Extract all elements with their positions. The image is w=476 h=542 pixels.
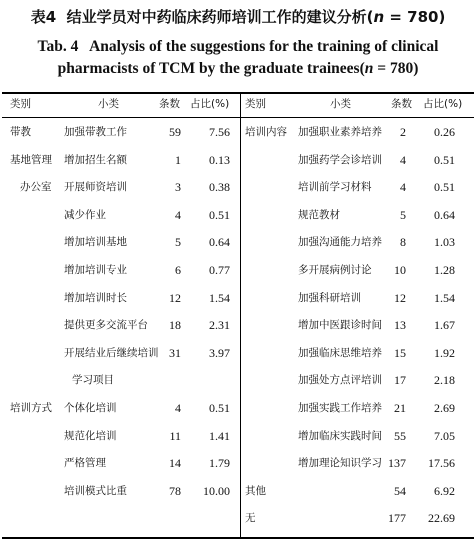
category-cell: 培训内容 bbox=[245, 126, 287, 138]
subcategory-cell: 加强科研培训 bbox=[298, 291, 361, 304]
subcategory-cell: 增加临床实践时间 bbox=[298, 429, 382, 442]
subcategory-cell: 培训模式比重 bbox=[64, 484, 127, 497]
count-cell: 59 bbox=[169, 125, 181, 139]
table-caption-english bbox=[10, 36, 466, 80]
subcategory-cell: 加强实践工作培养 bbox=[298, 402, 382, 414]
count-cell: 5 bbox=[400, 207, 406, 222]
left-header-percent: 占比(%) bbox=[190, 98, 230, 110]
column-divider bbox=[240, 94, 241, 537]
category-cell: 其他 bbox=[245, 484, 266, 497]
subcategory-cell: 提供更多交流平台 bbox=[64, 319, 148, 332]
count-cell: 6 bbox=[175, 263, 181, 277]
count-cell: 4 bbox=[175, 401, 181, 415]
count-cell: 21 bbox=[394, 401, 406, 415]
count-cell: 15 bbox=[394, 345, 406, 360]
percent-cell: 2.69 bbox=[434, 401, 455, 415]
count-cell: 31 bbox=[169, 345, 181, 360]
count-cell: 11 bbox=[169, 428, 181, 443]
subcategory-cell: 加强沟通能力培养 bbox=[298, 236, 382, 249]
percent-cell: 0.51 bbox=[209, 401, 230, 415]
caption-title: 结业学员对中药临床药师培训工作的建议分析( bbox=[66, 8, 374, 26]
count-cell: 8 bbox=[400, 235, 406, 250]
count-cell: 3 bbox=[175, 180, 181, 195]
subcategory-cell: 规范化培训 bbox=[64, 429, 117, 442]
percent-cell: 10.00 bbox=[203, 483, 230, 498]
subcategory-cell: 培训前学习材料 bbox=[298, 181, 372, 194]
subcategory-cell: 减少作业 bbox=[64, 208, 106, 221]
caption-n-value: = 780) bbox=[384, 8, 446, 26]
right-header-percent: 占比(%) bbox=[423, 98, 463, 110]
count-cell: 12 bbox=[169, 290, 181, 305]
left-header-subcategory: 小类 bbox=[98, 98, 119, 110]
category-cell: 基地管理 bbox=[10, 153, 52, 166]
subcategory-cell: 严格管理 bbox=[64, 457, 106, 470]
count-cell: 17 bbox=[394, 373, 406, 388]
subcategory-cell: 增加理论知识学习 bbox=[298, 457, 382, 470]
percent-cell: 1.67 bbox=[434, 318, 455, 333]
percent-cell: 1.28 bbox=[434, 263, 455, 277]
count-cell: 78 bbox=[169, 483, 181, 498]
percent-cell: 0.13 bbox=[209, 152, 230, 167]
header-rule bbox=[2, 117, 474, 118]
caption-english-n-symbol: n bbox=[364, 60, 374, 77]
count-cell: 5 bbox=[175, 235, 181, 250]
subcategory-cell: 加强职业素养培养 bbox=[298, 126, 382, 138]
caption-english-line1: Tab. 4 Analysis of the suggestions for the training of clinical bbox=[37, 38, 439, 55]
count-cell: 4 bbox=[175, 207, 181, 222]
subcategory-cell: 增加培训基地 bbox=[64, 236, 127, 249]
percent-cell: 1.92 bbox=[434, 345, 455, 360]
count-cell: 2 bbox=[400, 125, 406, 139]
subcategory-cell: 增加培训时长 bbox=[64, 291, 127, 304]
count-cell: 4 bbox=[400, 152, 406, 167]
count-cell: 14 bbox=[169, 456, 181, 471]
category-cell: 培训方式 bbox=[10, 402, 52, 414]
count-cell: 18 bbox=[169, 318, 181, 333]
percent-cell: 0.77 bbox=[209, 263, 230, 277]
percent-cell: 0.51 bbox=[434, 152, 455, 167]
caption-english-n-value: = 780) bbox=[373, 60, 419, 77]
percent-cell: 17.56 bbox=[428, 456, 455, 471]
count-cell: 12 bbox=[394, 290, 406, 305]
percent-cell: 1.54 bbox=[209, 290, 230, 305]
percent-cell: 0.26 bbox=[434, 125, 455, 139]
subcategory-cell: 多开展病例讨论 bbox=[298, 264, 372, 276]
count-cell: 137 bbox=[388, 456, 406, 471]
count-cell: 55 bbox=[394, 428, 406, 443]
count-cell: 177 bbox=[388, 511, 406, 526]
subcategory-cell: 加强临床思维培养 bbox=[298, 346, 382, 359]
subcategory-cell: 加强带教工作 bbox=[64, 126, 127, 138]
table-bottom-rule bbox=[2, 537, 474, 539]
percent-cell: 22.69 bbox=[428, 511, 455, 526]
right-header-count: 条数 bbox=[391, 98, 412, 110]
percent-cell: 0.64 bbox=[434, 207, 455, 222]
left-header-category: 类别 bbox=[10, 98, 31, 110]
count-cell: 54 bbox=[394, 483, 406, 498]
caption-english-line2-text: pharmacists of TCM by the graduate trainees( bbox=[57, 60, 365, 77]
caption-label: 表4 bbox=[30, 8, 57, 26]
percent-cell: 2.31 bbox=[209, 318, 230, 333]
count-cell: 1 bbox=[175, 152, 181, 167]
table-caption-chinese bbox=[0, 8, 476, 26]
subcategory-cell: 学习项目 bbox=[72, 374, 114, 387]
count-cell: 4 bbox=[400, 180, 406, 195]
percent-cell: 6.92 bbox=[434, 483, 455, 498]
caption-n-symbol: n bbox=[373, 8, 385, 26]
count-cell: 10 bbox=[394, 263, 406, 277]
subcategory-cell: 开展师资培训 bbox=[64, 181, 127, 194]
subcategory-cell: 规范教材 bbox=[298, 208, 340, 221]
percent-cell: 1.54 bbox=[434, 290, 455, 305]
category-cell: 办公室 bbox=[20, 181, 52, 194]
subcategory-cell: 增加招生名额 bbox=[64, 153, 127, 166]
category-cell: 带教 bbox=[10, 126, 31, 138]
percent-cell: 7.56 bbox=[209, 125, 230, 139]
percent-cell: 1.41 bbox=[209, 428, 230, 443]
subcategory-cell: 个体化培训 bbox=[64, 402, 117, 414]
percent-cell: 1.79 bbox=[209, 456, 230, 471]
subcategory-cell: 增加培训专业 bbox=[64, 264, 127, 276]
subcategory-cell: 增加中医跟诊时间 bbox=[298, 319, 382, 332]
right-header-category: 类别 bbox=[245, 98, 266, 110]
left-header-count: 条数 bbox=[159, 98, 180, 110]
table-top-rule bbox=[2, 92, 474, 94]
right-header-subcategory: 小类 bbox=[330, 98, 351, 110]
subcategory-cell: 加强处方点评培训 bbox=[298, 374, 382, 387]
percent-cell: 0.51 bbox=[209, 207, 230, 222]
caption-english-line2 bbox=[10, 58, 466, 80]
percent-cell: 0.38 bbox=[209, 180, 230, 195]
percent-cell: 0.51 bbox=[434, 180, 455, 195]
count-cell: 13 bbox=[394, 318, 406, 333]
percent-cell: 0.64 bbox=[209, 235, 230, 250]
percent-cell: 7.05 bbox=[434, 428, 455, 443]
subcategory-cell: 加强药学会诊培训 bbox=[298, 153, 382, 166]
category-cell: 无 bbox=[245, 512, 256, 525]
percent-cell: 3.97 bbox=[209, 345, 230, 360]
percent-cell: 1.03 bbox=[434, 235, 455, 250]
percent-cell: 2.18 bbox=[434, 373, 455, 388]
subcategory-cell: 开展结业后继续培训 bbox=[64, 346, 159, 359]
